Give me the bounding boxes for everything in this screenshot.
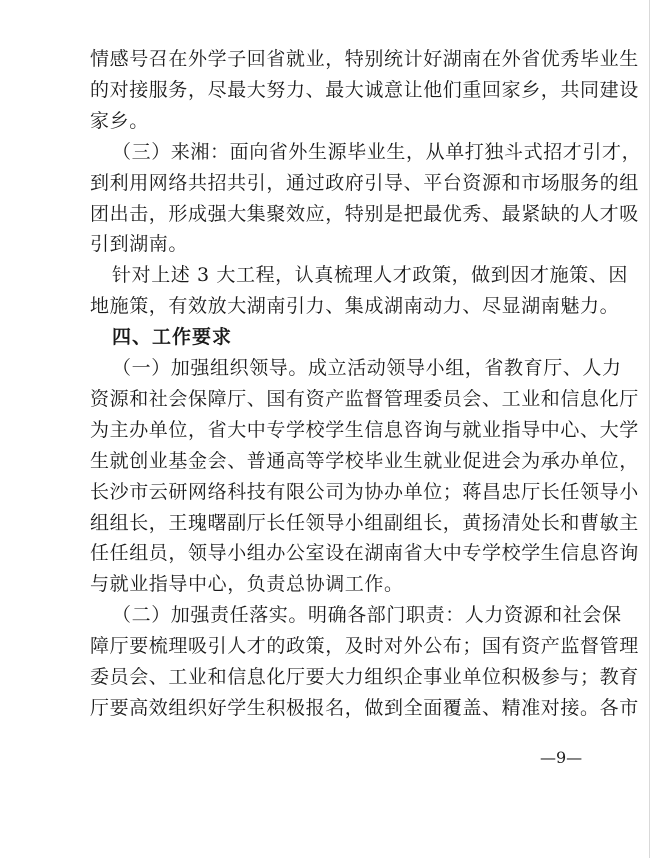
text-line: 情感号召在外学子回省就业，特别统计好湖南在外省优秀毕业生 [90, 48, 639, 70]
text-line: （一）加强组织领导。成立活动领导小组，省教育厅、人力 [112, 357, 622, 379]
text-line: 到利用网络共招共引，通过政府引导、平台资源和市场服务的组 [90, 172, 639, 194]
text-line: 生就创业基金会、普通高等学校毕业生就业促进会为承办单位， [90, 450, 639, 472]
text-line: 为主办单位，省大中专学校学生信息咨询与就业指导中心、大学 [90, 419, 639, 441]
text-line: 与就业指导中心，负责总协调工作。 [90, 573, 404, 595]
text-line: 组组长，王瑰曙副厅长任领导小组副组长，黄扬清处长和曹敏主 [90, 512, 639, 534]
text-line: 引到湖南。 [90, 233, 189, 255]
text-line: 厅要高效组织好学生积极报名，做到全面覆盖、精准对接。各市 [90, 697, 639, 719]
text-line: 团出击，形成强大集聚效应，特别是把最优秀、最紧缺的人才吸 [90, 203, 639, 225]
text-line: 任任组员，领导小组办公室设在湖南省大中专学校学生信息咨询 [90, 542, 639, 564]
text-line: 障厅要梳理吸引人才的政策，及时对外公布；国有资产监督管理 [90, 635, 639, 657]
section-heading: 四、工作要求 [112, 326, 233, 348]
text-line: （三）来湘：面向省外生源毕业生，从单打独斗式招才引才， [112, 141, 642, 163]
page-number: —9— [540, 748, 583, 767]
text-line: 针对上述 3 大工程，认真梳理人才政策，做到因才施策、因 [112, 264, 628, 286]
text-line: 的对接服务，尽最大努力、最大诚意让他们重回家乡，共同建设 [90, 79, 639, 101]
text-line: 家乡。 [90, 110, 149, 132]
text-line: （二）加强责任落实。明确各部门职责：人力资源和社会保 [112, 604, 622, 626]
text-line: 委员会、工业和信息化厅要大力组织企事业单位积极参与；教育 [90, 666, 639, 688]
text-line: 长沙市云研网络科技有限公司为协办单位；蒋昌忠厅长任领导小 [90, 481, 639, 503]
text-line: 地施策，有效放大湖南引力、集成湖南动力、尽显湖南魅力。 [90, 295, 620, 317]
text-line: 资源和社会保障厅、国有资产监督管理委员会、工业和信息化厅 [90, 388, 639, 410]
